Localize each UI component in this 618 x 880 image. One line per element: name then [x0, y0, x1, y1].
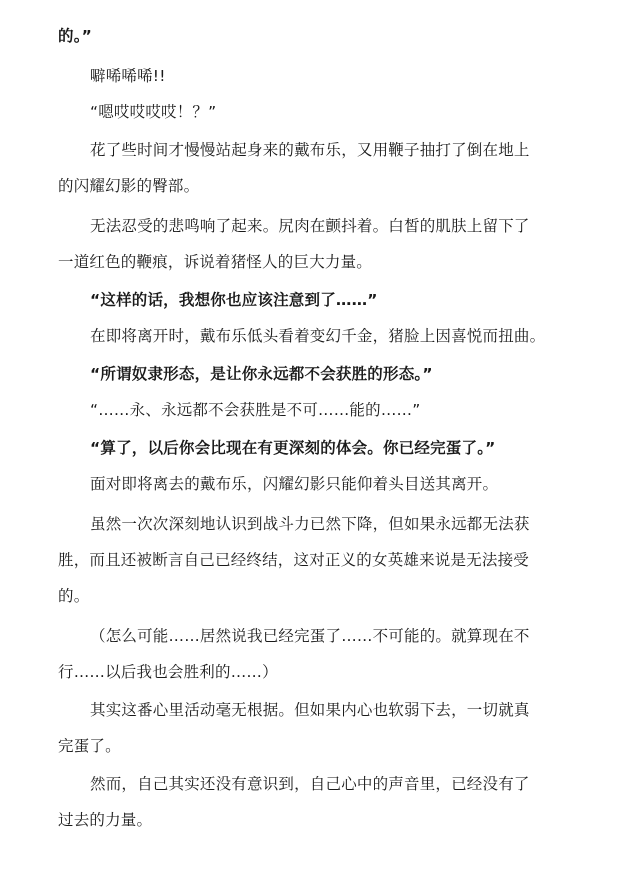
text-line-6: 无法忍受的悲鸣响了起来。尻肉在颤抖着。白皙的肌肤上留下了	[90, 217, 530, 235]
text-line-16: 的。	[58, 587, 90, 605]
text-line-22: 过去的力量。	[58, 811, 153, 829]
text-line-17: （怎么可能……居然说我已经完蛋了……不可能的。就算现在不	[90, 627, 530, 645]
text-line-8: “这样的话，我想你也应该注意到了……”	[90, 291, 378, 309]
text-line-21: 然而，自己其实还没有意识到，自己心中的声音里，已经没有了	[90, 775, 530, 793]
text-line-4: 花了些时间才慢慢站起身来的戴布乐，又用鞭子抽打了倒在地上	[90, 141, 530, 159]
text-line-10: “所谓奴隶形态，是让你永远都不会获胜的形态。”	[90, 365, 433, 383]
text-line-2: 噼唏唏唏!!	[90, 67, 166, 85]
text-line-19: 其实这番心里活动毫无根据。但如果内心也软弱下去，一切就真	[90, 701, 530, 719]
text-line-20: 完蛋了。	[58, 737, 121, 755]
text-line-15: 胜，而且还被断言自己已经终结，这对正义的女英雄来说是无法接受	[58, 551, 530, 569]
text-line-7: 一道红色的鞭痕，诉说着猪怪人的巨大力量。	[58, 253, 373, 271]
text-line-9: 在即将离开时，戴布乐低头看着变幻千金，猪脸上因喜悦而扭曲。	[90, 327, 546, 345]
text-line-18: 行……以后我也会胜利的……）	[58, 663, 278, 681]
text-line-3: “嗯哎哎哎哎！？”	[90, 103, 217, 121]
text-line-13: 面对即将离去的戴布乐，闪耀幻影只能仰着头目送其离开。	[90, 475, 499, 493]
text-line-5: 的闪耀幻影的臀部。	[58, 177, 200, 195]
text-line-11: “……永、永远都不会获胜是不可……能的……”	[90, 401, 421, 419]
text-line-12: “算了，以后你会比现在有更深刻的体会。你已经完蛋了。”	[90, 439, 496, 457]
text-line-14: 虽然一次次深刻地认识到战斗力已然下降，但如果永远都无法获	[90, 515, 530, 533]
text-line-1: 的。”	[58, 27, 93, 45]
